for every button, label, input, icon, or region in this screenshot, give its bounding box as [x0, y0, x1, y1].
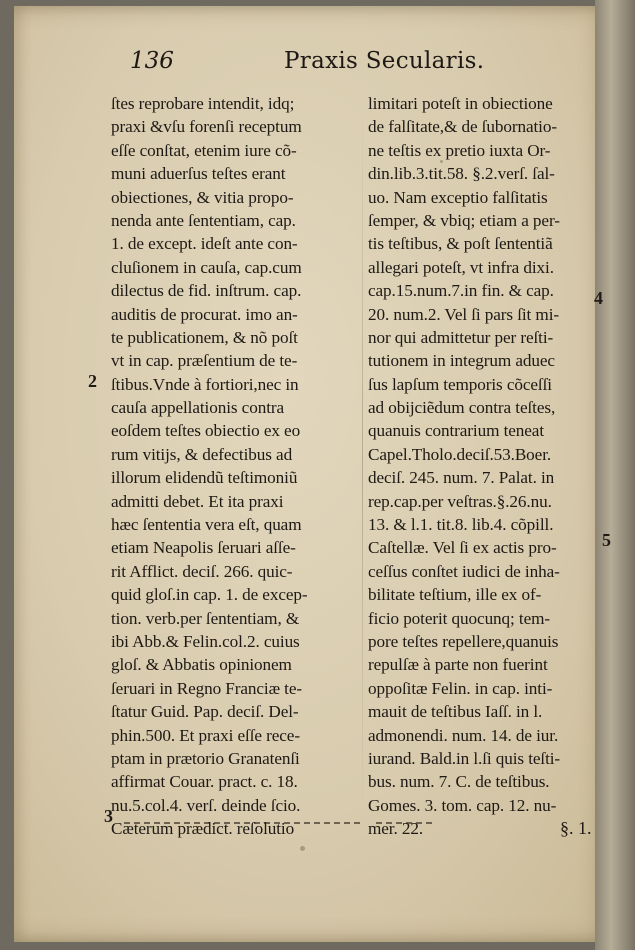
- margin-note-right-4: 4: [594, 288, 603, 308]
- text-line: rum vitijs, & defectibus ad: [111, 444, 293, 464]
- text-line: ceſſus conſtet iudici de inha-: [368, 561, 560, 581]
- margin-note-left-2: 2: [88, 371, 97, 391]
- margin-note-right-5: 5: [602, 530, 611, 550]
- text-line: iurand. Bald.in l.ſi quis teſti-: [368, 748, 561, 768]
- text-line: tion. verb.per ſententiam, &: [111, 608, 300, 628]
- text-line: vt in cap. præſentium de te-: [111, 351, 298, 371]
- text-line: ſeruari in Regno Franciæ te-: [111, 678, 302, 698]
- text-line: tis teſtibus, & poſt ſententiã: [368, 234, 553, 254]
- text-line: bus. num. 7. C. de teſtibus.: [368, 772, 550, 792]
- text-line: 1. de except. ideſt ante con-: [111, 234, 298, 254]
- margin-note-left-3: 3: [104, 806, 113, 826]
- text-line: admonendi. num. 14. de iur.: [368, 725, 559, 745]
- ink-spot: [300, 846, 305, 851]
- text-line: deciſ. 245. num. 7. Palat. in: [368, 468, 555, 488]
- text-line: ad obijciẽdum contra teſtes,: [368, 398, 556, 418]
- text-line: nor qui admittetur per reſti-: [368, 327, 554, 347]
- text-line: cap.15.num.7.in fin. & cap.: [368, 281, 554, 301]
- text-line: illorum elidendũ teſtimoniũ: [111, 468, 298, 488]
- text-line: eoſdem teſtes obiectio ex eo: [111, 421, 301, 441]
- text-line: ptam in prætorio Granatenſi: [111, 748, 300, 768]
- right-text-column: [368, 92, 600, 841]
- text-line: Capel.Tholo.deciſ.53.Boer.: [368, 444, 552, 464]
- text-line: quanuis contrarium teneat: [368, 421, 544, 441]
- book-spine: [595, 0, 635, 950]
- text-line: bilitate teſtium, ille ex of-: [368, 585, 542, 605]
- text-line: nu.5.col.4. verſ. deinde ſcio.: [111, 795, 301, 815]
- text-line: ſtatur Guid. Pap. deciſ. Del-: [111, 702, 299, 722]
- underline-mark: [376, 822, 432, 826]
- text-line: rit Afflict. deciſ. 266. quic-: [111, 561, 293, 581]
- text-line: phin.500. Et praxi eſſe rece-: [111, 725, 300, 745]
- text-line: ſemper, & vbiq; etiam a per-: [368, 210, 560, 230]
- text-line: affirmat Couar. pract. c. 18.: [111, 772, 298, 792]
- page-header: [120, 48, 500, 82]
- text-line: mer. 22.: [368, 819, 424, 839]
- text-line: allegari poteſt, vt infra dixi.: [368, 257, 554, 277]
- text-line: oppoſitæ Felin. in cap. inti-: [368, 678, 553, 698]
- text-line: de falſitate,& de ſubornatio-: [368, 117, 557, 137]
- text-line: ſtibus.Vnde à fortiori,nec in: [111, 374, 299, 394]
- text-line: praxi &vſu forenſi receptum: [111, 117, 302, 137]
- text-line: repulſæ à parte non fuerint: [368, 655, 548, 675]
- running-head: Praxis Secularis.: [284, 48, 485, 74]
- text-line: ibi Abb.& Felin.col.2. cuius: [111, 631, 300, 651]
- text-line: Caſtellæ. Vel ſi ex actis pro-: [368, 538, 557, 558]
- column-divider: [362, 100, 363, 820]
- text-line: 13. & l.1. tit.8. lib.4. cõpill.: [368, 515, 554, 535]
- text-line: auditis de procurat. imo an-: [111, 304, 298, 324]
- left-text-column: [111, 92, 361, 841]
- text-line: ne teſtis ex pretio iuxta Or-: [368, 140, 551, 160]
- text-line: 20. num.2. Vel ſi pars ſit mi-: [368, 304, 559, 324]
- text-line: muni aduerſus teſtes erant: [111, 164, 286, 184]
- text-line: tutionem in integrum aduec: [368, 351, 555, 371]
- text-line: uo. Nam exceptio falſitatis: [368, 187, 548, 207]
- text-line: Gomes. 3. tom. cap. 12. nu-: [368, 795, 557, 815]
- text-line: din.lib.3.tit.58. §.2.verſ. ſal-: [368, 164, 555, 184]
- text-line: ficio poterit quocunq; tem-: [368, 608, 551, 628]
- text-line: ſus lapſum temporis cõceſſi: [368, 374, 552, 394]
- underline-mark: [124, 822, 360, 826]
- text-line: gloſ. & Abbatis opinionem: [111, 655, 292, 675]
- text-line: cluſionem in cauſa, cap.cum: [111, 257, 302, 277]
- page-number: 136: [130, 48, 174, 74]
- text-line: admitti debet. Et ita praxi: [111, 491, 284, 511]
- text-line: hæc ſententia vera eſt, quam: [111, 515, 302, 535]
- text-line: Cæterum prædict. reſolutio: [111, 819, 295, 839]
- text-line: limitari poteſt in obiectione: [368, 94, 553, 113]
- text-line: obiectiones, & vitia propo-: [111, 187, 294, 207]
- text-line: te publicationem, & nõ poſt: [111, 327, 298, 347]
- text-line: eſſe conſtat, etenim iure cõ-: [111, 140, 297, 160]
- text-line: etiam Neapolis ſeruari aſſe-: [111, 538, 296, 558]
- text-line: quid gloſ.in cap. 1. de excep-: [111, 585, 308, 605]
- text-line: rep.cap.per veſtras.§.26.nu.: [368, 491, 552, 511]
- text-line: nenda ante ſententiam, cap.: [111, 210, 296, 230]
- signature-mark: §. 1.: [560, 818, 592, 838]
- text-line: mauit de teſtibus Iaſſ. in l.: [368, 702, 543, 722]
- text-line: cauſa appellationis contra: [111, 398, 285, 418]
- text-line: pore teſtes repellere,quanuis: [368, 631, 559, 651]
- text-line: dilectus de fid. inſtrum. cap.: [111, 281, 302, 301]
- text-line: ſtes reprobare intendit, idq;: [111, 94, 295, 113]
